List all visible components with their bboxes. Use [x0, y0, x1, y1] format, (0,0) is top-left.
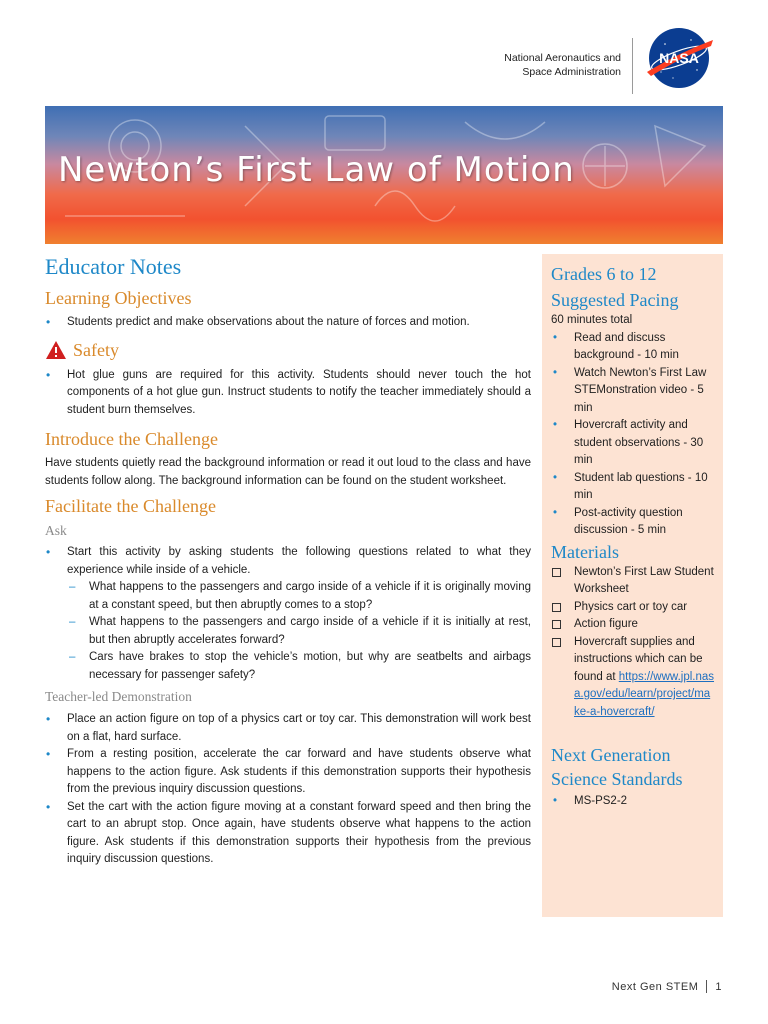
- ask-item-text: Start this activity by asking students the following questions related to what they experience while inside of a vehicle.: [67, 546, 531, 576]
- educator-notes-heading: Educator Notes: [45, 254, 182, 279]
- list-item: • Read and discuss background - 10 min: [551, 330, 715, 365]
- pacing-heading: Suggested Pacing: [551, 290, 679, 310]
- ask-heading: Ask: [45, 523, 67, 538]
- list-item: [45, 544, 531, 684]
- list-item: • Hovercraft activity and student observations - 30 min: [551, 417, 715, 470]
- list-item: [551, 599, 715, 617]
- sub-list-item: – What happens to the passengers and cargo inside of a vehicle if it is initially at rest, but then abruptly accelerates forward?: [67, 614, 531, 649]
- introduce-text: Have students quietly read the background information or read it out loud to the class and have students follow along. The background information can be found on the student worksheet.: [45, 457, 531, 487]
- safety-heading-row: [45, 339, 531, 361]
- checkbox-icon: [552, 620, 561, 629]
- list-item: • From a resting position, accelerate the car forward and have students observe what happens to the action figure. Ask students if this demonstration supports their hypothesis from the previous inquiry discussion questions.: [45, 746, 531, 799]
- list-item: • Students predict and make observations about the nature of forces and motion.: [45, 314, 531, 332]
- material-text: Physics cart or toy car: [574, 600, 688, 613]
- safety-list: [45, 367, 531, 420]
- material-text: Hovercraft supplies and instructions which can be found at: [574, 635, 703, 683]
- ask-sub-list: [67, 579, 531, 684]
- material-text: Action figure: [574, 618, 638, 630]
- nasa-logo-icon: [641, 26, 717, 90]
- header-divider: [632, 38, 633, 94]
- facilitate-heading: Facilitate the Challenge: [45, 496, 216, 516]
- demo-list: [45, 711, 531, 869]
- ngss-heading: Next Generation Science Standards: [551, 745, 683, 789]
- main-column: [45, 254, 531, 869]
- ask-list: [45, 544, 531, 684]
- agency-line-2: Space Administration: [522, 66, 621, 78]
- list-item: • Student lab questions - 10 min: [551, 470, 715, 505]
- learning-objectives-heading: Learning Objectives: [45, 288, 192, 308]
- nasa-logo-text: NASA: [659, 50, 699, 66]
- list-item: • Hot glue guns are required for this activity. Students should never touch the hot components of a hot glue gun. Instruct students to notify the teacher immediately should a student burn themselves.: [45, 367, 531, 420]
- footer-label: Next Gen STEM: [611, 980, 699, 993]
- materials-list: [551, 564, 715, 722]
- material-text: Newton’s First Law Student Worksheet: [574, 565, 714, 595]
- title-banner: [45, 106, 723, 244]
- checkbox-icon: [552, 603, 561, 612]
- pacing-total: 60 minutes total: [551, 314, 633, 326]
- hovercraft-link[interactable]: https://www.jpl.nasa.gov/edu/learn/project/make-a-hovercraft/: [574, 670, 715, 718]
- list-item: • Post-activity question discussion - 5 min: [551, 505, 715, 540]
- checkbox-icon: [552, 568, 561, 577]
- page-footer: [612, 980, 722, 993]
- page-number: 1: [715, 980, 722, 993]
- demo-heading: Teacher-led Demonstration: [45, 689, 192, 704]
- list-item: [551, 616, 715, 634]
- list-item: • Place an action figure on top of a physics cart or toy car. This demonstration will work best on a flat, hard surface.: [45, 711, 531, 746]
- safety-heading: Safety: [73, 339, 119, 360]
- list-item: [551, 634, 715, 722]
- list-item: • Watch Newton’s First Law STEMonstration video - 5 min: [551, 365, 715, 418]
- checkbox-icon: [552, 638, 561, 647]
- agency-name: [461, 51, 621, 79]
- sub-list-item: – Cars have brakes to stop the vehicle’s motion, but why are seatbelts and airbags necessary for passenger safety?: [67, 649, 531, 684]
- ngss-list: [551, 793, 715, 811]
- pacing-list: [551, 330, 715, 540]
- sub-list-item: – What happens to the passengers and cargo inside of a vehicle if it is originally moving at a constant speed, but then abruptly comes to a stop?: [67, 579, 531, 614]
- introduce-heading: Introduce the Challenge: [45, 429, 218, 449]
- materials-heading: Materials: [551, 541, 619, 562]
- agency-line-1: National Aeronautics and: [504, 52, 621, 64]
- list-item: • MS-PS2-2: [551, 793, 715, 811]
- learning-objectives-list: [45, 314, 531, 332]
- list-item: • Set the cart with the action figure moving at a constant forward speed and then bring the cart to an abrupt stop. Once again, have students observe what happens to the action figure. Ask students if this demonstration supports their hypothesis from the previous inquiry discussion questions.: [45, 799, 531, 869]
- grades-heading: Grades 6 to 12: [551, 264, 657, 284]
- footer-divider: [706, 980, 707, 993]
- page-title: Newton’s First Law of Motion: [58, 150, 575, 190]
- list-item: [551, 564, 715, 599]
- sidebar: [542, 254, 723, 917]
- warning-icon: [45, 340, 67, 360]
